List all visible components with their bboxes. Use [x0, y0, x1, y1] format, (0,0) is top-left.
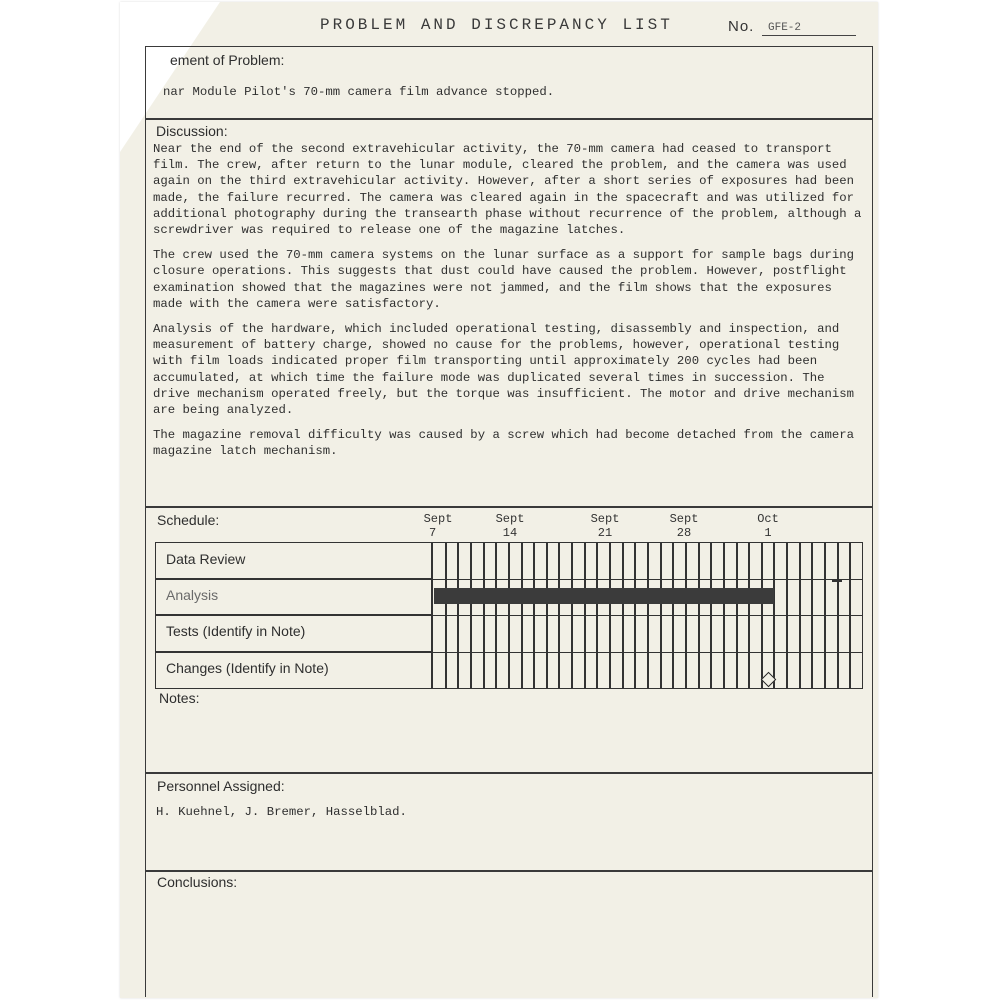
document-title: PROBLEM AND DISCREPANCY LIST: [320, 16, 673, 34]
grid-day-line: [710, 543, 712, 688]
discussion-paragraph-3: Analysis of the hardware, which included operational testing, disassembly and inspection, and measurement of battery charge, showed no cause for the problems, however, operational testing with film loads indicated proper film transporting until approximately 200 cycles had been accumulated, at which time the failure mode was duplicated several times in succession. The drive mechanism operated freely, but the torque was insufficient. The motor and drive mechanism are being analyzed.: [153, 322, 855, 418]
column-month: Sept: [495, 512, 525, 526]
row-label: Data Review: [166, 551, 246, 567]
row-label: Analysis: [166, 587, 219, 603]
grid-day-line: [723, 543, 725, 688]
grid-day-line: [483, 543, 485, 688]
schedule-column-sept-14: [485, 512, 535, 540]
column-month: Sept: [423, 512, 453, 526]
document-number-label: No.: [728, 18, 755, 35]
grid-day-line: [634, 543, 636, 688]
grid-day-line: [546, 543, 548, 688]
document-number-underline: [762, 35, 856, 36]
grid-day-line: [761, 543, 763, 688]
grid-day-line: [736, 543, 738, 688]
discussion-body: [153, 141, 865, 469]
grid-day-line: [622, 543, 624, 688]
grid-day-line: [445, 543, 447, 688]
schedule-row-changes: [155, 651, 433, 689]
schedule-row-tests: [155, 614, 433, 653]
statement-text: nar Module Pilot's 70-mm camera film advance stopped.: [163, 85, 555, 99]
grid-day-line: [698, 543, 700, 688]
notes-label: Notes:: [159, 690, 200, 706]
grid-day-line: [685, 543, 687, 688]
schedule-grid: [431, 542, 863, 689]
grid-day-line: [495, 543, 497, 688]
grid-day-line: [811, 543, 813, 688]
schedule-row-analysis: [155, 578, 433, 616]
schedule-label: Schedule:: [157, 512, 220, 528]
row-label: Changes (Identify in Note): [166, 660, 329, 676]
column-day: 14: [502, 526, 518, 540]
schedule-column-oct-1: [743, 512, 793, 540]
discussion-label: Discussion:: [156, 123, 228, 139]
schedule-column-sept-7: [413, 512, 463, 540]
grid-day-line: [533, 543, 535, 688]
grid-day-line: [799, 543, 801, 688]
grid-day-line: [470, 543, 472, 688]
column-day: 21: [597, 526, 613, 540]
grid-day-line: [558, 543, 560, 688]
document-number-value: GFE-2: [768, 22, 802, 34]
conclusions-label: Conclusions:: [157, 874, 238, 890]
discussion-paragraph-4: The magazine removal difficulty was caused by a screw which had become detached from the camera magazine latch mechanism.: [153, 428, 855, 459]
conclusions-section: [145, 870, 873, 997]
personnel-text: H. Kuehnel, J. Bremer, Hasselblad.: [156, 805, 407, 819]
grid-day-line: [660, 543, 662, 688]
grid-day-line: [647, 543, 649, 688]
grid-day-line: [849, 543, 851, 688]
grid-day-line: [596, 543, 598, 688]
schedule-column-sept-28: [659, 512, 709, 540]
column-day: 7: [429, 526, 437, 540]
grid-day-line: [508, 543, 510, 688]
grid-day-line: [773, 543, 775, 688]
grid-day-line: [571, 543, 573, 688]
grid-day-line: [672, 543, 674, 688]
discussion-paragraph-2: The crew used the 70-mm camera systems on the lunar surface as a support for sample bags during closure operations. This suggests that dust could have caused the problem. However, postflight examination showed that the magazines were not jammed, and the film shows that the exposures made with the camera were satisfactory.: [153, 248, 855, 311]
grid-day-line: [786, 543, 788, 688]
analysis-progress-bar: [434, 588, 774, 604]
grid-day-line: [837, 543, 839, 688]
schedule-column-sept-21: [580, 512, 630, 540]
column-day: 1: [764, 526, 772, 540]
grid-day-line: [748, 543, 750, 688]
grid-day-line: [584, 543, 586, 688]
statement-label: ement of Problem:: [170, 52, 285, 68]
column-month: Sept: [590, 512, 620, 526]
grid-day-line: [824, 543, 826, 688]
row-label: Tests (Identify in Note): [166, 623, 306, 639]
personnel-label: Personnel Assigned:: [157, 778, 285, 794]
discussion-paragraph-1: Near the end of the second extravehicular activity, the 70-mm camera had ceased to transport film. The crew, after return to the lunar module, cleared the problem, and the camera was used again on the third extravehicular activity. However, after a short series of exposures had been made, the failure recurred. The camera was cleared again in the spacecraft and was utilized for additional photography during the transearth phase without recurrence of the problem, although a screwdriver was required to release one of the magazine latches.: [153, 142, 862, 238]
grid-day-line: [609, 543, 611, 688]
column-month: Oct: [757, 512, 779, 526]
column-day: 28: [676, 526, 692, 540]
column-month: Sept: [669, 512, 699, 526]
grid-day-line: [457, 543, 459, 688]
schedule-row-data-review: [155, 542, 433, 580]
grid-day-line: [521, 543, 523, 688]
